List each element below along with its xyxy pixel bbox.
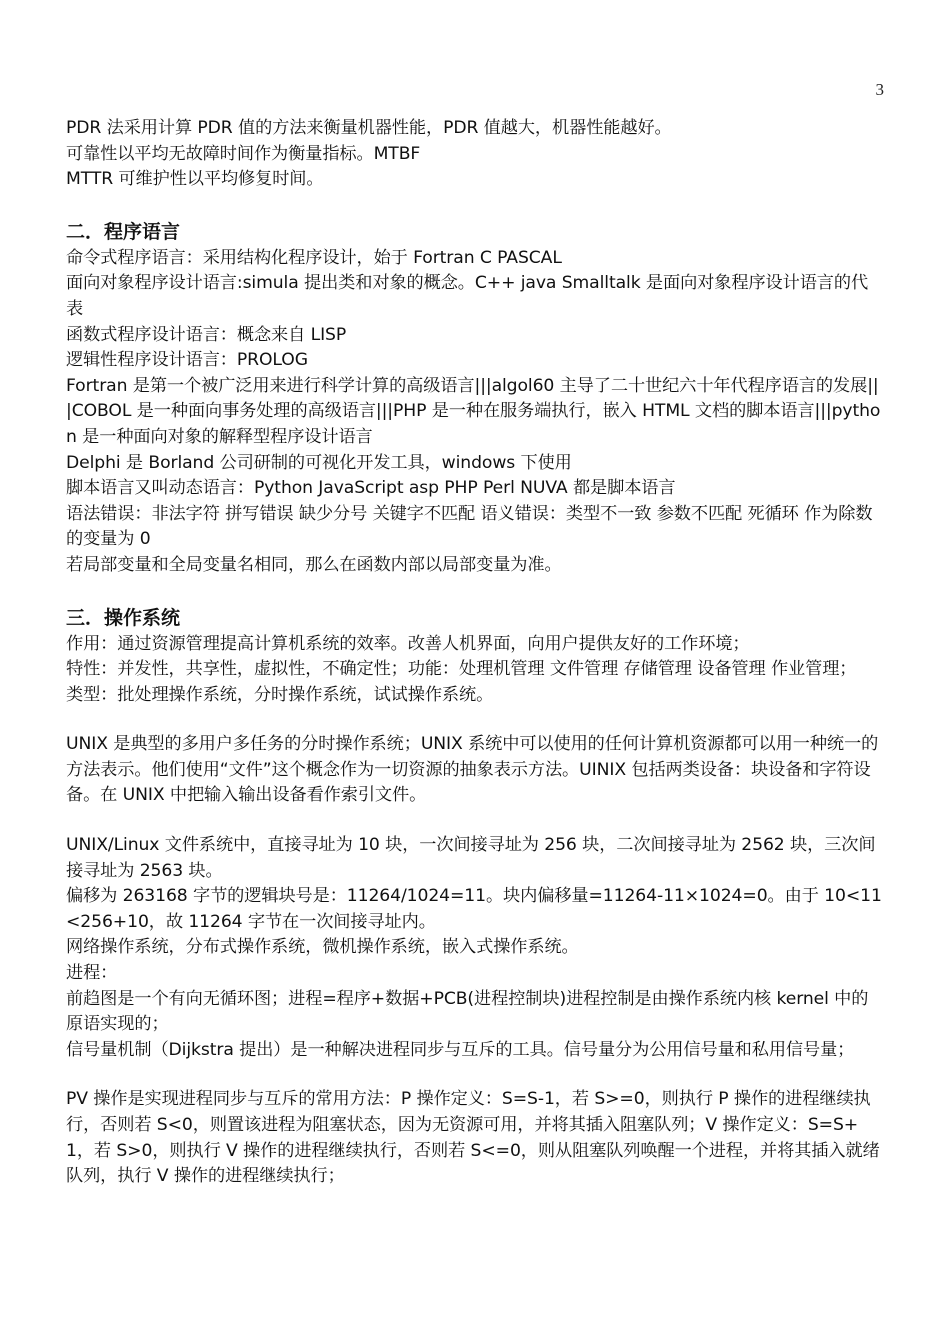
section-heading-programming-languages: 二．程序语言 [66, 220, 181, 243]
paragraph: 进程： [66, 963, 118, 984]
section-heading-operating-systems: 三．操作系统 [66, 606, 181, 629]
paragraph: 若局部变量和全局变量名相同，那么在函数内部以局部变量为准。 [66, 554, 562, 575]
paragraph: 脚本语言又叫动态语言：Python JavaScript asp PHP Perl NUVA 都是脚本语言 [66, 478, 676, 499]
paragraph: 偏移为 263168 字节的逻辑块号是：11264/1024=11。块内偏移量=11264-11×1024=0。由于 10<11<256+10，故 11264 字节在一次间接寻址内。 [66, 886, 882, 932]
paragraph: 网络操作系统，分布式操作系统，微机操作系统，嵌入式操作系统。 [66, 937, 579, 958]
paragraph: PDR 法采用计算 PDR 值的方法来衡量机器性能，PDR 值越大，机器性能越好。 [66, 118, 672, 138]
paragraph: 命令式程序语言：采用结构化程序设计，始于 Fortran C PASCAL [66, 247, 562, 268]
paragraph: 类型：批处理操作系统，分时操作系统，试试操作系统。 [66, 684, 494, 705]
paragraph: 作用：通过资源管理提高计算机系统的效率。改善人机界面，向用户提供友好的工作环境； [66, 633, 750, 654]
paragraph: Fortran 是第一个被广泛用来进行科学计算的高级语言|||algol60 主导了二十世纪六十年代程序语言的发展|||COBOL 是一种面向事务处理的高级语言|||PHP 是一种在服务端执行，嵌入 HTML 文档的脚本语言|||python 是一种面向对象的解释型程序设计语言 [66, 375, 881, 447]
paragraph: 逻辑性程序设计语言：PROLOG [66, 350, 308, 371]
paragraph: PV 操作是实现进程同步与互斥的常用方法：P 操作定义：S=S-1，若 S>=0，则执行 P 操作的进程继续执行，否则若 S<0，则置该进程为阻塞状态，因为无资源可用，并将其插入阻塞队列；V 操作定义：S=S+1，若 S>0，则执行 V 操作的进程继续执行，否则若 S<=0，则从阻塞队列唤醒一个进程，并将其插入就绪队列，执行 V 操作的进程继续执行； [66, 1089, 880, 1187]
paragraph: Delphi 是 Borland 公司研制的可视化开发工具，windows 下使用 [66, 452, 572, 473]
paragraph: UNIX 是典型的多用户多任务的分时操作系统；UNIX 系统中可以使用的任何计算机资源都可以用一种统一的方法表示。他们使用“文件”这个概念作为一切资源的抽象表示方法。UINIX 包括两类设备：块设备和字符设备。在 UNIX 中把输入输出设备看作索引文件。 [66, 734, 879, 806]
paragraph: 可靠性以平均无故障时间作为衡量指标。MTBF [66, 143, 421, 164]
page-number: 3 [875, 80, 884, 99]
paragraph: 语法错误：非法字符 拼写错误 缺少分号 关键字不匹配 语义错误：类型不一致 参数不匹配 死循环 作为除数的变量为 0 [66, 503, 873, 550]
paragraph: 前趋图是一个有向无循环图；进程=程序+数据+PCB(进程控制块)进程控制是由操作系统内核 kernel 中的原语实现的； [66, 988, 869, 1035]
paragraph: 面向对象程序设计语言:simula 提出类和对象的概念。C++ java Smalltalk 是面向对象程序设计语言的代表 [66, 273, 869, 319]
paragraph: 函数式程序设计语言：概念来自 LISP [66, 324, 347, 345]
paragraph: MTTR 可维护性以平均修复时间。 [66, 169, 324, 190]
paragraph: 信号量机制（Dijkstra 提出）是一种解决进程同步与互斥的工具。信号量分为公用信号量和私用信号量； [66, 1039, 855, 1060]
paragraph: UNIX/Linux 文件系统中，直接寻址为 10 块，一次间接寻址为 256 块，二次间接寻址为 2562 块，三次间接寻址为 2563 块。 [66, 835, 876, 881]
document-body [66, 116, 884, 1190]
paragraph: 特性：并发性，共享性，虚拟性，不确定性；功能：处理机管理 文件管理 存储管理 设备管理 作业管理； [66, 659, 857, 680]
